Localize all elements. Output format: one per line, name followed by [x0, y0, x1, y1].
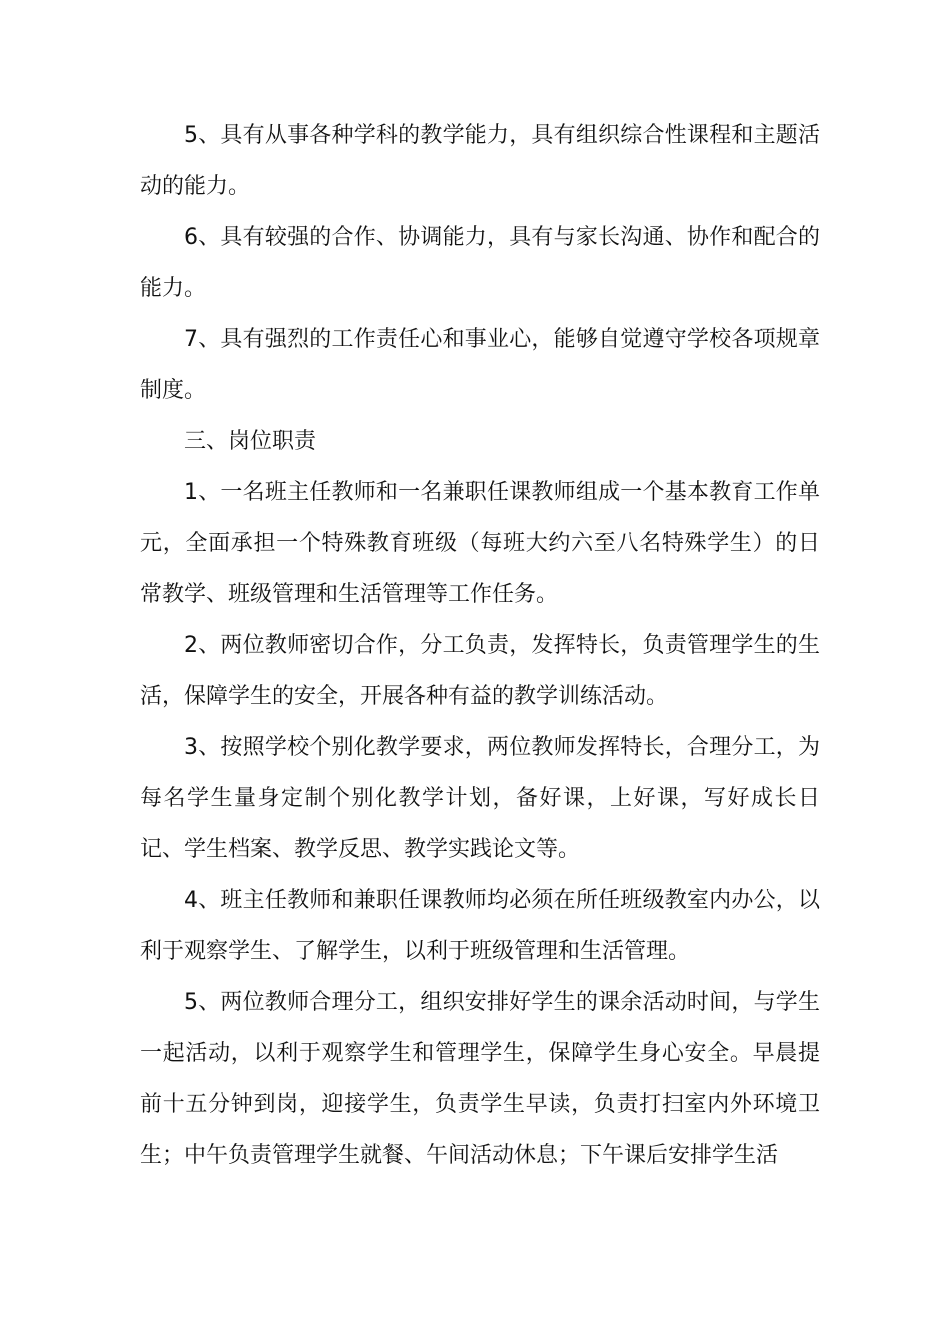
- paragraph-duty-3: 3、按照学校个别化教学要求，两位教师发挥特长，合理分工，为每名学生量身定制个别化教学计划，备好课，上好课，写好成长日记、学生档案、教学反思、教学实践论文等。: [140, 735, 820, 862]
- document-body: [140, 110, 820, 1181]
- section-heading-duties: 三、岗位职责: [184, 429, 317, 454]
- paragraph-7-responsibility: 7、具有强烈的工作责任心和事业心，能够自觉遵守学校各项规章制度。: [140, 327, 820, 403]
- paragraph-duty-1: 1、一名班主任教师和一名兼职任课教师组成一个基本教育工作单元，全面承担一个特殊教育班级（每班大约六至八名特殊学生）的日常教学、班级管理和生活管理等工作任务。: [140, 480, 820, 607]
- paragraph-6-cooperation-ability: 6、具有较强的合作、协调能力，具有与家长沟通、协作和配合的能力。: [140, 225, 820, 301]
- paragraph-duty-4: 4、班主任教师和兼职任课教师均必须在所任班级教室内办公，以利于观察学生、了解学生，以利于班级管理和生活管理。: [140, 888, 820, 964]
- paragraph-5-teaching-ability: 5、具有从事各种学科的教学能力，具有组织综合性课程和主题活动的能力。: [140, 123, 820, 199]
- paragraph-duty-5: 5、两位教师合理分工，组织安排好学生的课余活动时间，与学生一起活动，以利于观察学生和管理学生，保障学生身心安全。早晨提前十五分钟到岗，迎接学生，负责学生早读，负责打扫室内外环境卫生；中午负责管理学生就餐、午间活动休息；下午课后安排学生活: [140, 990, 820, 1168]
- paragraph-duty-2: 2、两位教师密切合作，分工负责，发挥特长，负责管理学生的生活，保障学生的安全，开展各种有益的教学训练活动。: [140, 633, 820, 709]
